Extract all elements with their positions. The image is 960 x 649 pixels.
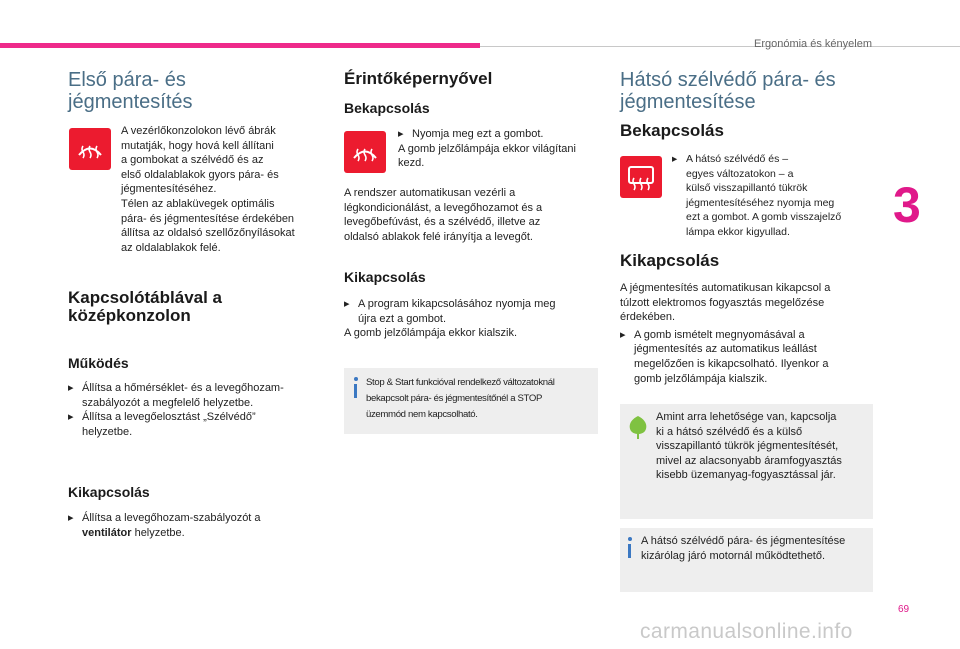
info-icon <box>628 537 632 541</box>
col2-bekapcsolas-text <box>398 127 598 171</box>
heading-line: középkonzolon <box>68 306 191 325</box>
text-line: Állítsa a levegőelosztást „Szélvédő” <box>82 411 256 424</box>
text-line: ki a hátsó szélvédő és a külső <box>656 425 803 438</box>
text-line: ezt a gombot. A gomb visszajelző <box>686 211 842 224</box>
text-line: üzemmód nem kapcsolható. <box>366 409 478 421</box>
page-number: 69 <box>898 604 910 615</box>
col3-subheading-kikapcsolas: Kikapcsolás <box>620 251 720 270</box>
text-line: gomb jelzőlámpája kialszik. <box>634 372 768 385</box>
text-line: Stop & Start funkcióval rendelkező változatoknál <box>366 377 555 388</box>
text-line: szabályozót a megfelelő helyzetbe. <box>82 396 254 409</box>
col1-subheading-kikapcsolas: Kikapcsolás <box>68 484 150 500</box>
info-icon-bar <box>354 384 357 398</box>
text-line: első oldalablakok gyors pára- és <box>121 168 279 181</box>
text-fragment: helyzetbe. <box>131 526 185 539</box>
text-line: A gomb jelzőlámpája ekkor világítani <box>398 142 576 155</box>
text-line: jégmentesítéséhez nyomja meg <box>686 196 835 209</box>
header-accent-bar <box>0 43 480 48</box>
col2-subheading-kikapcsolas: Kikapcsolás <box>344 269 426 285</box>
eco-note-text <box>656 410 871 483</box>
text-line: Amint arra lehetősége van, kapcsolja <box>656 411 837 423</box>
info-icon <box>354 377 358 381</box>
rear-defrost-icon <box>620 156 662 198</box>
col2-subheading-bekapcsolas: Bekapcsolás <box>344 100 430 116</box>
col3-eco-note <box>620 404 873 519</box>
list-item <box>672 152 882 167</box>
text-line: légkondicionálást, a levegőhozamot és a <box>344 201 543 214</box>
front-defrost-icon <box>69 128 111 170</box>
text-line: oldalsó ablakok felé irányítja a levegőt. <box>344 230 533 243</box>
text-line: mutatják, hogy hová kell állítani <box>121 139 274 152</box>
text-line: A hátsó szélvédő és – <box>686 153 789 165</box>
list-item <box>68 410 328 425</box>
text-line: egyes változatokon – a <box>686 167 794 180</box>
text-line: túlzott elektromos fogyasztás megelőzése <box>620 296 825 309</box>
text-line: Állítsa a levegőhozam-szabályozót a <box>82 512 261 524</box>
text-line: jégmentesítés az automatikus leállást <box>634 343 817 356</box>
chapter-number: 3 <box>893 177 921 233</box>
bullet-icon: ▸ <box>68 512 74 524</box>
text-line: bekapcsolt pára- és jégmentesítőnél a STOP <box>366 393 543 405</box>
text-line: az oldalablakok felé. <box>121 241 221 254</box>
bullet-icon: ▸ <box>68 382 74 394</box>
note-text <box>366 375 598 424</box>
col3-info-note <box>620 528 873 592</box>
eco-leaf-icon <box>627 414 649 445</box>
bullet-icon: ▸ <box>672 153 678 165</box>
bold-term: ventilátor <box>82 526 132 539</box>
text-line <box>68 526 328 541</box>
bullet-icon: ▸ <box>344 298 350 310</box>
col1-title <box>68 69 193 113</box>
info-icon-bar <box>628 544 631 558</box>
list-item <box>620 328 880 343</box>
col1-title-line: jégmentesítés <box>68 91 193 113</box>
text-line: A vezérlőkonzolokon lévő ábrák <box>121 125 276 137</box>
col1-title-line: Első pára- és <box>68 69 186 91</box>
text-line: Télen az ablaküvegek optimális <box>121 197 275 210</box>
text-line: A gomb jelzőlámpája ekkor kialszik. <box>344 327 518 340</box>
text-line: megelőzően is kikapcsolható. Ilyenkor a <box>634 357 829 370</box>
col2-kikapcsolas-text <box>344 297 594 341</box>
col1-kikapcsolas-item <box>68 511 328 540</box>
text-line: a gombokat a szélvédő és az <box>121 154 264 167</box>
col2-title: Érintőképernyővel <box>344 69 493 88</box>
col3-title-line: jégmentesítése <box>620 91 756 113</box>
list-item <box>68 381 328 396</box>
text-line: helyzetbe. <box>82 425 133 438</box>
header-rule <box>480 46 960 47</box>
text-line: kezd. <box>398 157 425 170</box>
text-line: jégmentesítéséhez. <box>121 183 217 196</box>
text-line: mivel az alacsonyabb áramfogyasztás <box>656 454 842 467</box>
col3-kikapcsolas-text <box>620 281 880 386</box>
col2-paragraph <box>344 186 594 244</box>
text-line: A jégmentesítés automatikusan kikapcsol a <box>620 282 831 294</box>
col1-mukodes-list <box>68 381 328 439</box>
col1-subheading-mukodes: Működés <box>68 355 129 371</box>
list-item <box>344 297 594 312</box>
col3-title <box>620 69 836 113</box>
text-line: A program kikapcsolásához nyomja meg <box>358 298 556 310</box>
bullet-icon: ▸ <box>68 411 74 424</box>
text-line: levegőbefúvást, és a szélvédő, illetve az <box>344 216 541 229</box>
col3-title-line: Hátsó szélvédő pára- és <box>620 69 836 91</box>
text-line: lámpa ekkor kigyullad. <box>686 225 790 238</box>
list-item <box>68 511 328 526</box>
text-line: A hátsó szélvédő pára- és jégmentesítése <box>641 535 846 547</box>
text-line: újra ezt a gombot. <box>358 312 447 325</box>
bullet-icon: ▸ <box>398 128 404 140</box>
text-line: A gomb ismételt megnyomásával a <box>634 328 805 341</box>
col3-subheading-bekapcsolas: Bekapcsolás <box>620 121 724 140</box>
section-header: Ergonómia és kényelem <box>753 38 872 50</box>
text-line: Nyomja meg ezt a gombot. <box>412 128 544 140</box>
col3-bekapcsolas-text <box>672 152 882 240</box>
text-line: külső visszapillantó tükrök <box>686 182 808 195</box>
text-line: pára- és jégmentesítése érdekében <box>121 212 295 225</box>
watermark: carmanualsonline.info <box>640 620 853 643</box>
text-line: kizárólag járó motornál működtethető. <box>641 549 826 562</box>
text-line: érdekében. <box>620 311 676 324</box>
list-item <box>398 127 598 142</box>
col1-intro <box>121 124 321 255</box>
heading-line: Kapcsolótáblával a <box>68 288 223 307</box>
text-line: állítsa az oldalsó szellőzőnyílásokat <box>121 227 295 240</box>
text-line: A rendszer automatikusan vezérli a <box>344 187 516 199</box>
text-line: kisebb üzemanyag-fogyasztással jár. <box>656 469 836 482</box>
bullet-icon: ▸ <box>620 328 626 341</box>
info-note-text <box>641 534 873 563</box>
col1-heading <box>68 289 222 325</box>
front-defrost-icon <box>344 131 386 173</box>
col2-info-note <box>344 368 598 434</box>
text-line: visszapillantó tükrök jégmentesítését, <box>656 440 839 453</box>
text-line: Állítsa a hőmérséklet- és a levegőhozam- <box>82 382 284 394</box>
